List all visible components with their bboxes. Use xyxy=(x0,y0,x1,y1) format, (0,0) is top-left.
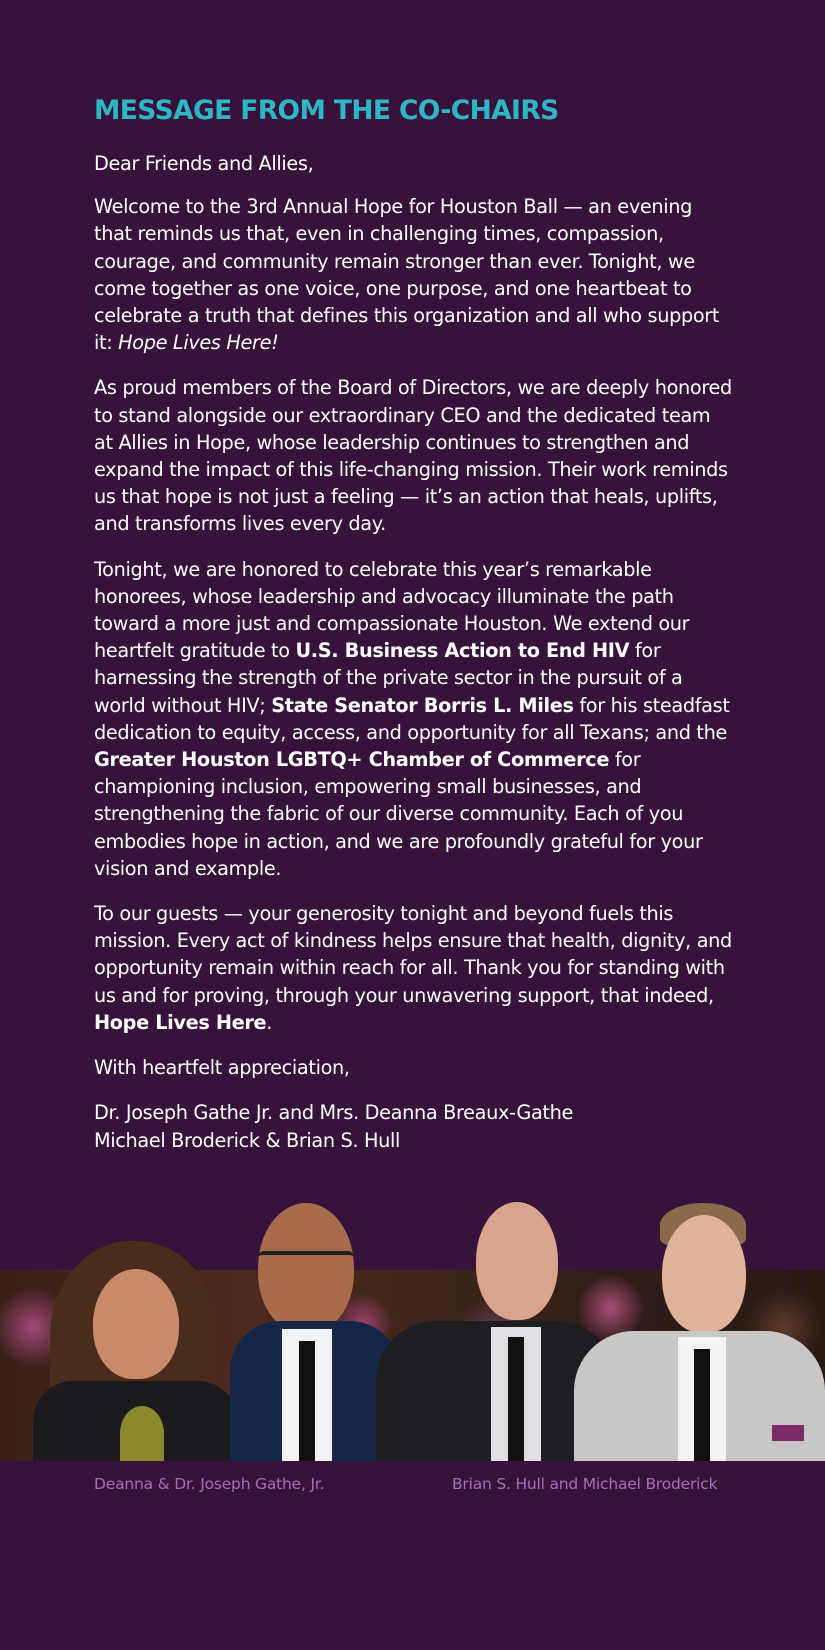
signatures xyxy=(94,1099,734,1153)
honorees-text-a: Tonight, we are honored to celebrate this year’s remarkable honorees, whose leadership and advocacy illuminate the path toward a more just and compassionate Houston. We extend our heartfelt gratitude to xyxy=(94,557,690,663)
guests-period: . xyxy=(266,1010,273,1034)
portrait-joseph-tie xyxy=(299,1341,315,1461)
honoree-senator-miles: State Senator Borris L. Miles xyxy=(271,693,574,717)
caption-left: Deanna & Dr. Joseph Gathe, Jr. xyxy=(94,1475,325,1493)
paragraph-guests xyxy=(94,900,734,1036)
paragraph-welcome xyxy=(94,193,734,356)
portrait-brian-face xyxy=(476,1202,558,1320)
co-chairs-photo xyxy=(0,1200,825,1461)
portrait-michael xyxy=(574,1203,825,1461)
honorees-text-c: for harnessing the strength of the private sector in the pursuit of a world without HIV; xyxy=(94,639,683,717)
caption-right: Brian S. Hull and Michael Broderick xyxy=(452,1475,718,1493)
portrait-michael-tie xyxy=(694,1349,710,1461)
letter xyxy=(94,92,734,1172)
portrait-deanna-face xyxy=(93,1269,179,1379)
portrait-michael-pocket-square xyxy=(772,1425,804,1441)
honorees-text-d: for his steadfast dedication to equity, access, and opportunity for all Texans; and the xyxy=(94,693,730,744)
portrait-joseph-glasses xyxy=(258,1251,354,1277)
page-title: MESSAGE FROM THE CO-CHAIRS xyxy=(94,95,559,126)
honorees-text-e: for championing inclusion, empowering small businesses, and strengthening the fabric of our diverse community. Each of you embodies hope in action, and we are profoundly grateful for your vision and example. xyxy=(94,748,703,880)
hope-lives-here-italic: Hope Lives Here! xyxy=(118,331,279,355)
honoree-business-action: U.S. Business Action to End HIV xyxy=(295,639,630,663)
portrait-michael-face xyxy=(662,1215,746,1333)
signature-broderick-hull: Michael Broderick & Brian S. Hull xyxy=(94,1128,401,1152)
portrait-deanna xyxy=(28,1231,243,1461)
closing: With heartfelt appreciation, xyxy=(94,1056,350,1080)
greeting: Dear Friends and Allies, xyxy=(94,152,314,175)
portrait-deanna-necklace xyxy=(120,1406,164,1461)
paragraph-board: As proud members of the Board of Directors, we are deeply honored to stand alongside our extraordinary CEO and the dedicated team at Allies in Hope, whose leadership continues to strengthen and expand the impact of this life-changing mission. Their work reminds us that hope is not just a feeling — it’s an action that heals, uplifts, and transforms lives every day. xyxy=(94,376,732,536)
honoree-lgbtq-chamber: Greater Houston LGBTQ+ Chamber of Commerce xyxy=(94,748,610,772)
paragraph-welcome-text: Welcome to the 3rd Annual Hope for Houston Ball — an evening that reminds us that, even in challenging times, compassion, courage, and community remain stronger than ever. Tonight, we come together as one voice, one purpose, and one heartbeat to celebrate a truth that defines this organization and all who support it: xyxy=(94,195,720,355)
paragraph-honorees xyxy=(94,556,734,882)
photo-captions xyxy=(0,1473,825,1497)
guests-text: To our guests — your generosity tonight and beyond fuels this mission. Every act of kindness helps ensure that health, dignity, and opportunity remain within reach for all. Thank you for standing with us and for proving, through your unwavering support, that indeed, xyxy=(94,902,732,1007)
signature-gathe: Dr. Joseph Gathe Jr. and Mrs. Deanna Breaux-Gathe xyxy=(94,1101,574,1125)
hope-lives-here-bold: Hope Lives Here xyxy=(94,1010,267,1034)
portrait-joseph xyxy=(230,1203,400,1461)
portrait-brian-tie xyxy=(508,1337,524,1461)
